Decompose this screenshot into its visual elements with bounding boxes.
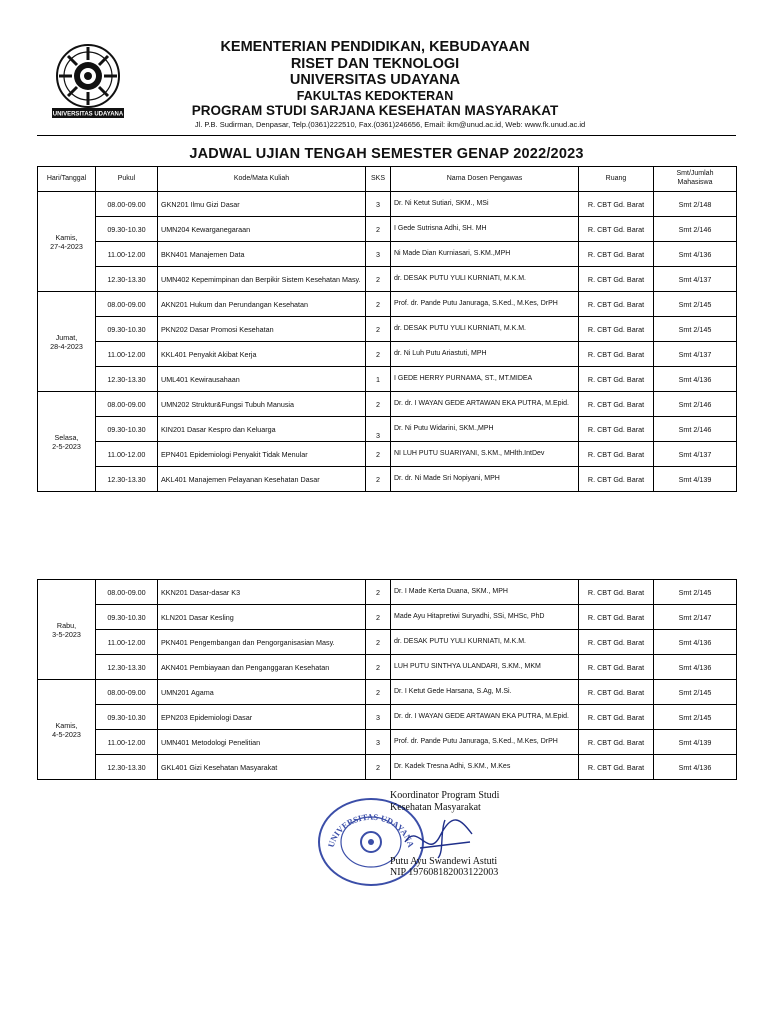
day-cell (38, 580, 96, 680)
header-divider (37, 135, 736, 136)
day-cell (38, 192, 96, 292)
day-cell (38, 680, 96, 780)
time-cell: 09.30-10.30 (96, 317, 158, 342)
day-cell (38, 392, 96, 492)
table-row (38, 367, 737, 392)
sks-cell: 2 (366, 292, 391, 317)
room-cell: R. CBT Gd. Barat (579, 317, 654, 342)
smt-cell: Smt 2/147 (654, 605, 737, 630)
lecturer-cell: Dr. I Made Kerta Duana, SKM., MPH (391, 580, 579, 605)
time-cell: 08.00-09.00 (96, 392, 158, 417)
smt-cell: Smt 4/137 (654, 342, 737, 367)
lecturer-cell: dr. DESAK PUTU YULI KURNIATI, M.K.M. (391, 630, 579, 655)
table-row (38, 192, 737, 217)
table-row (38, 317, 737, 342)
time-cell: 09.30-10.30 (96, 605, 158, 630)
course-cell: KKL401 Penyakit Akibat Kerja (158, 342, 366, 367)
course-cell: UMN204 Kewarganegaraan (158, 217, 366, 242)
smt-cell: Smt 2/146 (654, 217, 737, 242)
room-cell: R. CBT Gd. Barat (579, 442, 654, 467)
table-row (38, 217, 737, 242)
col-header-smt-line1: Smt/Jumlah (676, 170, 714, 178)
lecturer-cell: Dr. Kadek Tresna Adhi, S.KM., M.Kes (391, 755, 579, 780)
room-cell: R. CBT Gd. Barat (579, 730, 654, 755)
table-row (38, 392, 737, 417)
lecturer-cell: LUH PUTU SINTHYA ULANDARI, S.KM., MKM (391, 655, 579, 680)
smt-cell: Smt 4/136 (654, 630, 737, 655)
room-cell: R. CBT Gd. Barat (579, 705, 654, 730)
table-row (38, 292, 737, 317)
smt-cell: Smt 2/145 (654, 705, 737, 730)
sks-cell: 2 (366, 605, 391, 630)
sks-cell: 2 (366, 342, 391, 367)
sks-cell: 3 (366, 242, 391, 267)
course-cell: PKN202 Dasar Promosi Kesehatan (158, 317, 366, 342)
lecturer-cell: Prof. dr. Pande Putu Januraga, S.Ked., M.Kes, DrPH (391, 292, 579, 317)
time-cell: 11.00-12.00 (96, 242, 158, 267)
course-cell: BKN401 Manajemen Data (158, 242, 366, 267)
lecturer-cell: Dr. Ni Putu Widarini, SKM.,MPH (391, 417, 579, 442)
room-cell: R. CBT Gd. Barat (579, 655, 654, 680)
table-row (38, 442, 737, 467)
smt-cell: Smt 4/136 (654, 655, 737, 680)
signature-icon (400, 812, 480, 862)
sks-cell: 2 (366, 392, 391, 417)
time-cell: 09.30-10.30 (96, 705, 158, 730)
signature-role-line1: Koordinator Program Studi (390, 790, 500, 801)
lecturer-cell: I GEDE HERRY PURNAMA, ST., MT.MIDEA (391, 367, 579, 392)
table-row (38, 730, 737, 755)
table-row (38, 755, 737, 780)
time-cell: 11.00-12.00 (96, 630, 158, 655)
stamp-text: UNIVERSITAS UDAYANA (325, 811, 417, 849)
col-header-time: Pukul (96, 167, 158, 192)
time-cell: 12.30-13.30 (96, 655, 158, 680)
sks-cell: 2 (366, 755, 391, 780)
smt-cell: Smt 4/139 (654, 467, 737, 492)
signature-role-line2: Kesehatan Masyarakat (390, 802, 481, 813)
course-cell: PKN401 Pengembangan dan Pengorganisasian Masy. (158, 630, 366, 655)
lecturer-cell: Dr. dr. Ni Made Sri Nopiyani, MPH (391, 467, 579, 492)
room-cell: R. CBT Gd. Barat (579, 342, 654, 367)
day-name: Rabu, (56, 620, 77, 630)
room-cell: R. CBT Gd. Barat (579, 467, 654, 492)
lecturer-cell: Made Ayu Hitapretiwi Suryadhi, SSi, MHSc, PhD (391, 605, 579, 630)
smt-cell: Smt 4/139 (654, 730, 737, 755)
room-cell: R. CBT Gd. Barat (579, 217, 654, 242)
lecturer-cell: Dr. dr. I WAYAN GEDE ARTAWAN EKA PUTRA, M.Epid. (391, 705, 579, 730)
sks-cell: 1 (366, 367, 391, 392)
sks-cell: 2 (366, 655, 391, 680)
col-header-smt-line2: Mahasiswa (677, 179, 713, 186)
lecturer-cell: Ni Made Dian Kurniasari, S.KM.,MPH (391, 242, 579, 267)
time-cell: 12.30-13.30 (96, 755, 158, 780)
lecturer-cell: NI LUH PUTU SUARIYANI, S.KM., MHlth.IntDev (391, 442, 579, 467)
sks-cell: 2 (366, 680, 391, 705)
time-cell: 08.00-09.00 (96, 680, 158, 705)
schedule-table-2 (37, 579, 737, 780)
day-date: 3-5-2023 (52, 629, 81, 639)
time-cell: 12.30-13.30 (96, 367, 158, 392)
table-row (38, 467, 737, 492)
header-program: PROGRAM STUDI SARJANA KESEHATAN MASYARAKAT (191, 103, 559, 118)
header-faculty: FAKULTAS KEDOKTERAN (296, 89, 454, 103)
smt-cell: Smt 2/146 (654, 392, 737, 417)
course-cell: AKN401 Pembiayaan dan Penganggaran Kesehatan (158, 655, 366, 680)
time-cell: 08.00-09.00 (96, 292, 158, 317)
course-cell: UMN202 Struktur&Fungsi Tubuh Manusia (158, 392, 366, 417)
time-cell: 08.00-09.00 (96, 192, 158, 217)
lecturer-cell: Dr. Ni Ketut Sutiari, SKM., MSi (391, 192, 579, 217)
time-cell: 11.00-12.00 (96, 342, 158, 367)
table-row (38, 242, 737, 267)
logo-text: UNIVERSITAS UDAYANA (52, 111, 124, 118)
course-cell: UMN401 Metodologi Penelitian (158, 730, 366, 755)
col-header-lecturer: Nama Dosen Pengawas (391, 167, 579, 192)
time-cell: 12.30-13.30 (96, 267, 158, 292)
time-cell: 08.00-09.00 (96, 580, 158, 605)
table-row (38, 680, 737, 705)
course-cell: KKN201 Dasar-dasar K3 (158, 580, 366, 605)
time-cell: 12.30-13.30 (96, 467, 158, 492)
course-cell: AKL401 Manajemen Pelayanan Kesehatan Dasar (158, 467, 366, 492)
course-cell: UMN201 Agama (158, 680, 366, 705)
smt-cell: Smt 2/145 (654, 580, 737, 605)
course-cell: EPN203 Epidemiologi Dasar (158, 705, 366, 730)
smt-cell: Smt 2/148 (654, 192, 737, 217)
day-date: 4-5-2023 (52, 729, 81, 739)
header-university: UNIVERSITAS UDAYANA (289, 72, 461, 88)
smt-cell: Smt 4/137 (654, 267, 737, 292)
col-header-room: Ruang (579, 167, 654, 192)
sks-cell: 3 (366, 417, 391, 442)
smt-cell: Smt 2/145 (654, 680, 737, 705)
col-header-sks: SKS (366, 167, 391, 192)
table-row (38, 580, 737, 605)
room-cell: R. CBT Gd. Barat (579, 292, 654, 317)
lecturer-cell: dr. DESAK PUTU YULI KURNIATI, M.K.M. (391, 267, 579, 292)
day-date: 27-4-2023 (50, 241, 83, 251)
col-header-course: Kode/Mata Kuliah (158, 167, 366, 192)
sks-cell: 3 (366, 705, 391, 730)
lecturer-cell: Prof. dr. Pande Putu Januraga, S.Ked., M.Kes, DrPH (391, 730, 579, 755)
day-name: Selasa, (54, 432, 79, 442)
col-header-day: Hari/Tanggal (38, 167, 96, 192)
day-date: 2-5-2023 (52, 441, 81, 451)
table-row (38, 267, 737, 292)
smt-cell: Smt 4/136 (654, 367, 737, 392)
course-cell: EPN401 Epidemiologi Penyakit Tidak Menular (158, 442, 366, 467)
time-cell: 11.00-12.00 (96, 730, 158, 755)
day-cell (38, 292, 96, 392)
course-cell: UML401 Kewirausahaan (158, 367, 366, 392)
table-row (38, 605, 737, 630)
course-cell: AKN201 Hukum dan Perundangan Kesehatan (158, 292, 366, 317)
table-row (38, 655, 737, 680)
room-cell: R. CBT Gd. Barat (579, 605, 654, 630)
course-cell: GKN201 Ilmu Gizi Dasar (158, 192, 366, 217)
smt-cell: Smt 4/136 (654, 755, 737, 780)
header-ministry-2: RISET DAN TEKNOLOGI (290, 56, 460, 72)
room-cell: R. CBT Gd. Barat (579, 630, 654, 655)
time-cell: 11.00-12.00 (96, 442, 158, 467)
smt-cell: Smt 2/146 (654, 417, 737, 442)
header-address: Jl. P.B. Sudirman, Denpasar, Telp.(0361)222510, Fax.(0361)246656, Email: ikm@unud.ac.id, Web: www.fk.unud.ac.id (194, 120, 586, 129)
room-cell: R. CBT Gd. Barat (579, 367, 654, 392)
col-header-smt (654, 167, 737, 192)
room-cell: R. CBT Gd. Barat (579, 192, 654, 217)
room-cell: R. CBT Gd. Barat (579, 242, 654, 267)
table-row (38, 630, 737, 655)
room-cell: R. CBT Gd. Barat (579, 417, 654, 442)
lecturer-cell: dr. DESAK PUTU YULI KURNIATI, M.K.M. (391, 317, 579, 342)
course-cell: GKL401 Gizi Kesehatan Masyarakat (158, 755, 366, 780)
lecturer-cell: Dr. I Ketut Gede Harsana, S.Ag, M.Si. (391, 680, 579, 705)
sks-cell: 2 (366, 630, 391, 655)
day-date: 28-4-2023 (50, 341, 83, 351)
sks-cell: 2 (366, 267, 391, 292)
time-cell: 09.30-10.30 (96, 417, 158, 442)
day-name: Kamis, (55, 720, 78, 730)
sks-cell: 2 (366, 442, 391, 467)
table-row (38, 705, 737, 730)
time-cell: 09.30-10.30 (96, 217, 158, 242)
course-cell: UMN402 Kepemimpinan dan Berpikir Sistem Kesehatan Masy. (158, 267, 366, 292)
day-name: Kamis, (55, 232, 78, 242)
sks-cell: 3 (366, 192, 391, 217)
sks-cell: 2 (366, 317, 391, 342)
lecturer-cell: dr. Ni Luh Putu Ariastuti, MPH (391, 342, 579, 367)
course-cell: KIN201 Dasar Kespro dan Keluarga (158, 417, 366, 442)
schedule-table-1 (37, 166, 737, 492)
smt-cell: Smt 4/137 (654, 442, 737, 467)
signature-name: Putu Ayu Swandewi Astuti (390, 856, 498, 867)
header-ministry: KEMENTERIAN PENDIDIKAN, KEBUDAYAAN (220, 39, 530, 55)
lecturer-cell: Dr. dr. I WAYAN GEDE ARTAWAN EKA PUTRA, M.Epid. (391, 392, 579, 417)
table-row (38, 342, 737, 367)
smt-cell: Smt 4/136 (654, 242, 737, 267)
lecturer-cell: I Gede Sutrisna Adhi, SH. MH (391, 217, 579, 242)
room-cell: R. CBT Gd. Barat (579, 580, 654, 605)
sks-cell: 2 (366, 467, 391, 492)
table-row (38, 417, 737, 442)
room-cell: R. CBT Gd. Barat (579, 755, 654, 780)
university-logo-icon (38, 40, 138, 120)
sks-cell: 2 (366, 217, 391, 242)
day-name: Jumat, (55, 332, 78, 342)
room-cell: R. CBT Gd. Barat (579, 680, 654, 705)
course-cell: KLN201 Dasar Kesling (158, 605, 366, 630)
table-header-row (38, 167, 737, 192)
document-title: JADWAL UJIAN TENGAH SEMESTER GENAP 2022/2023 (189, 146, 584, 162)
smt-cell: Smt 2/145 (654, 317, 737, 342)
room-cell: R. CBT Gd. Barat (579, 392, 654, 417)
sks-cell: 3 (366, 730, 391, 755)
room-cell: R. CBT Gd. Barat (579, 267, 654, 292)
sks-cell: 2 (366, 580, 391, 605)
smt-cell: Smt 2/145 (654, 292, 737, 317)
signature-nip: NIP 197608182003122003 (390, 867, 499, 878)
